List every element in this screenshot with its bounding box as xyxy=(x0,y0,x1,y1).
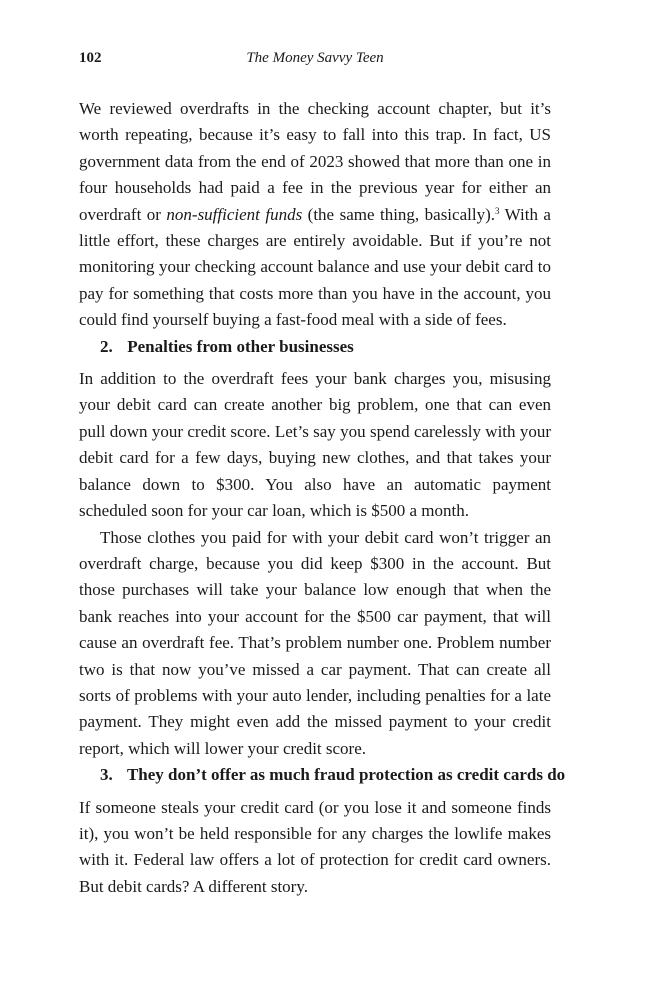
paragraph-overdrafts-text-1: We reviewed overdrafts in the checking account chapter, but it’s worth repeating, because it’s easy to fall into this trap. In fact, US government data from the end of 2023 showed that more than one in four households had paid a fee in the previous year for either an overdraft or xyxy=(79,99,551,224)
section-heading-penalties xyxy=(79,334,551,360)
paragraph-fraud-protection: If someone steals your credit card (or you lose it and someone finds it), you won’t be held responsible for any charges the lowlife makes with it. Federal law offers a lot of protection for credit card owners. But debit cards? A different story. xyxy=(79,797,551,896)
footnote-reference: 3 xyxy=(494,205,500,216)
paragraph-car-payment: Those clothes you paid for with your debit card won’t trigger an overdraft charge, because you did keep $300 in the account. But those purchases will take your balance low enough that when the bank reaches into your account for the $500 car payment, that will cause an overdraft fee. That’s problem number one. Problem number two is that now you’ve missed a car payment. That can create all sorts of problems with your auto lender, including penalties for a late payment. They might even add the missed payment to your credit report, which will lower your credit score. xyxy=(79,527,551,758)
section-heading-text: They don’t offer as much fraud protection as credit cards do xyxy=(126,765,566,785)
paragraph-penalties: In addition to the overdraft fees your bank charges you, misusing your debit card can create another big problem, one that can even pull down your credit score. Let’s say you spend carelessly with your debit card for a few days, buying new clothes, and that takes your balance down to $300. You also have an automatic payment scheduled soon for your car loan, which is $500 a month. xyxy=(79,369,551,521)
paragraph-overdrafts-text-3: With a little effort, these charges are entirely avoidable. But if you’re not monitoring your checking account balance and use your debit card to pay for something that costs more than you have in the account, you could find yourself buying a fast-food meal with a side of fees. xyxy=(79,204,551,330)
page-number: 102 xyxy=(79,50,102,66)
body-text xyxy=(79,96,566,900)
paragraph-overdrafts xyxy=(79,96,551,334)
section-heading-number: 3. xyxy=(100,765,113,785)
section-heading-fraud-protection xyxy=(79,762,566,788)
book-title: The Money Savvy Teen xyxy=(246,50,384,66)
section-heading-number: 2. xyxy=(100,336,113,356)
running-head xyxy=(79,50,551,70)
section-heading-text: Penalties from other businesses xyxy=(127,336,354,356)
term-non-sufficient-funds: non-sufficient funds xyxy=(166,204,303,224)
paragraph-overdrafts-text-2: (the same thing, basically). xyxy=(302,204,495,224)
